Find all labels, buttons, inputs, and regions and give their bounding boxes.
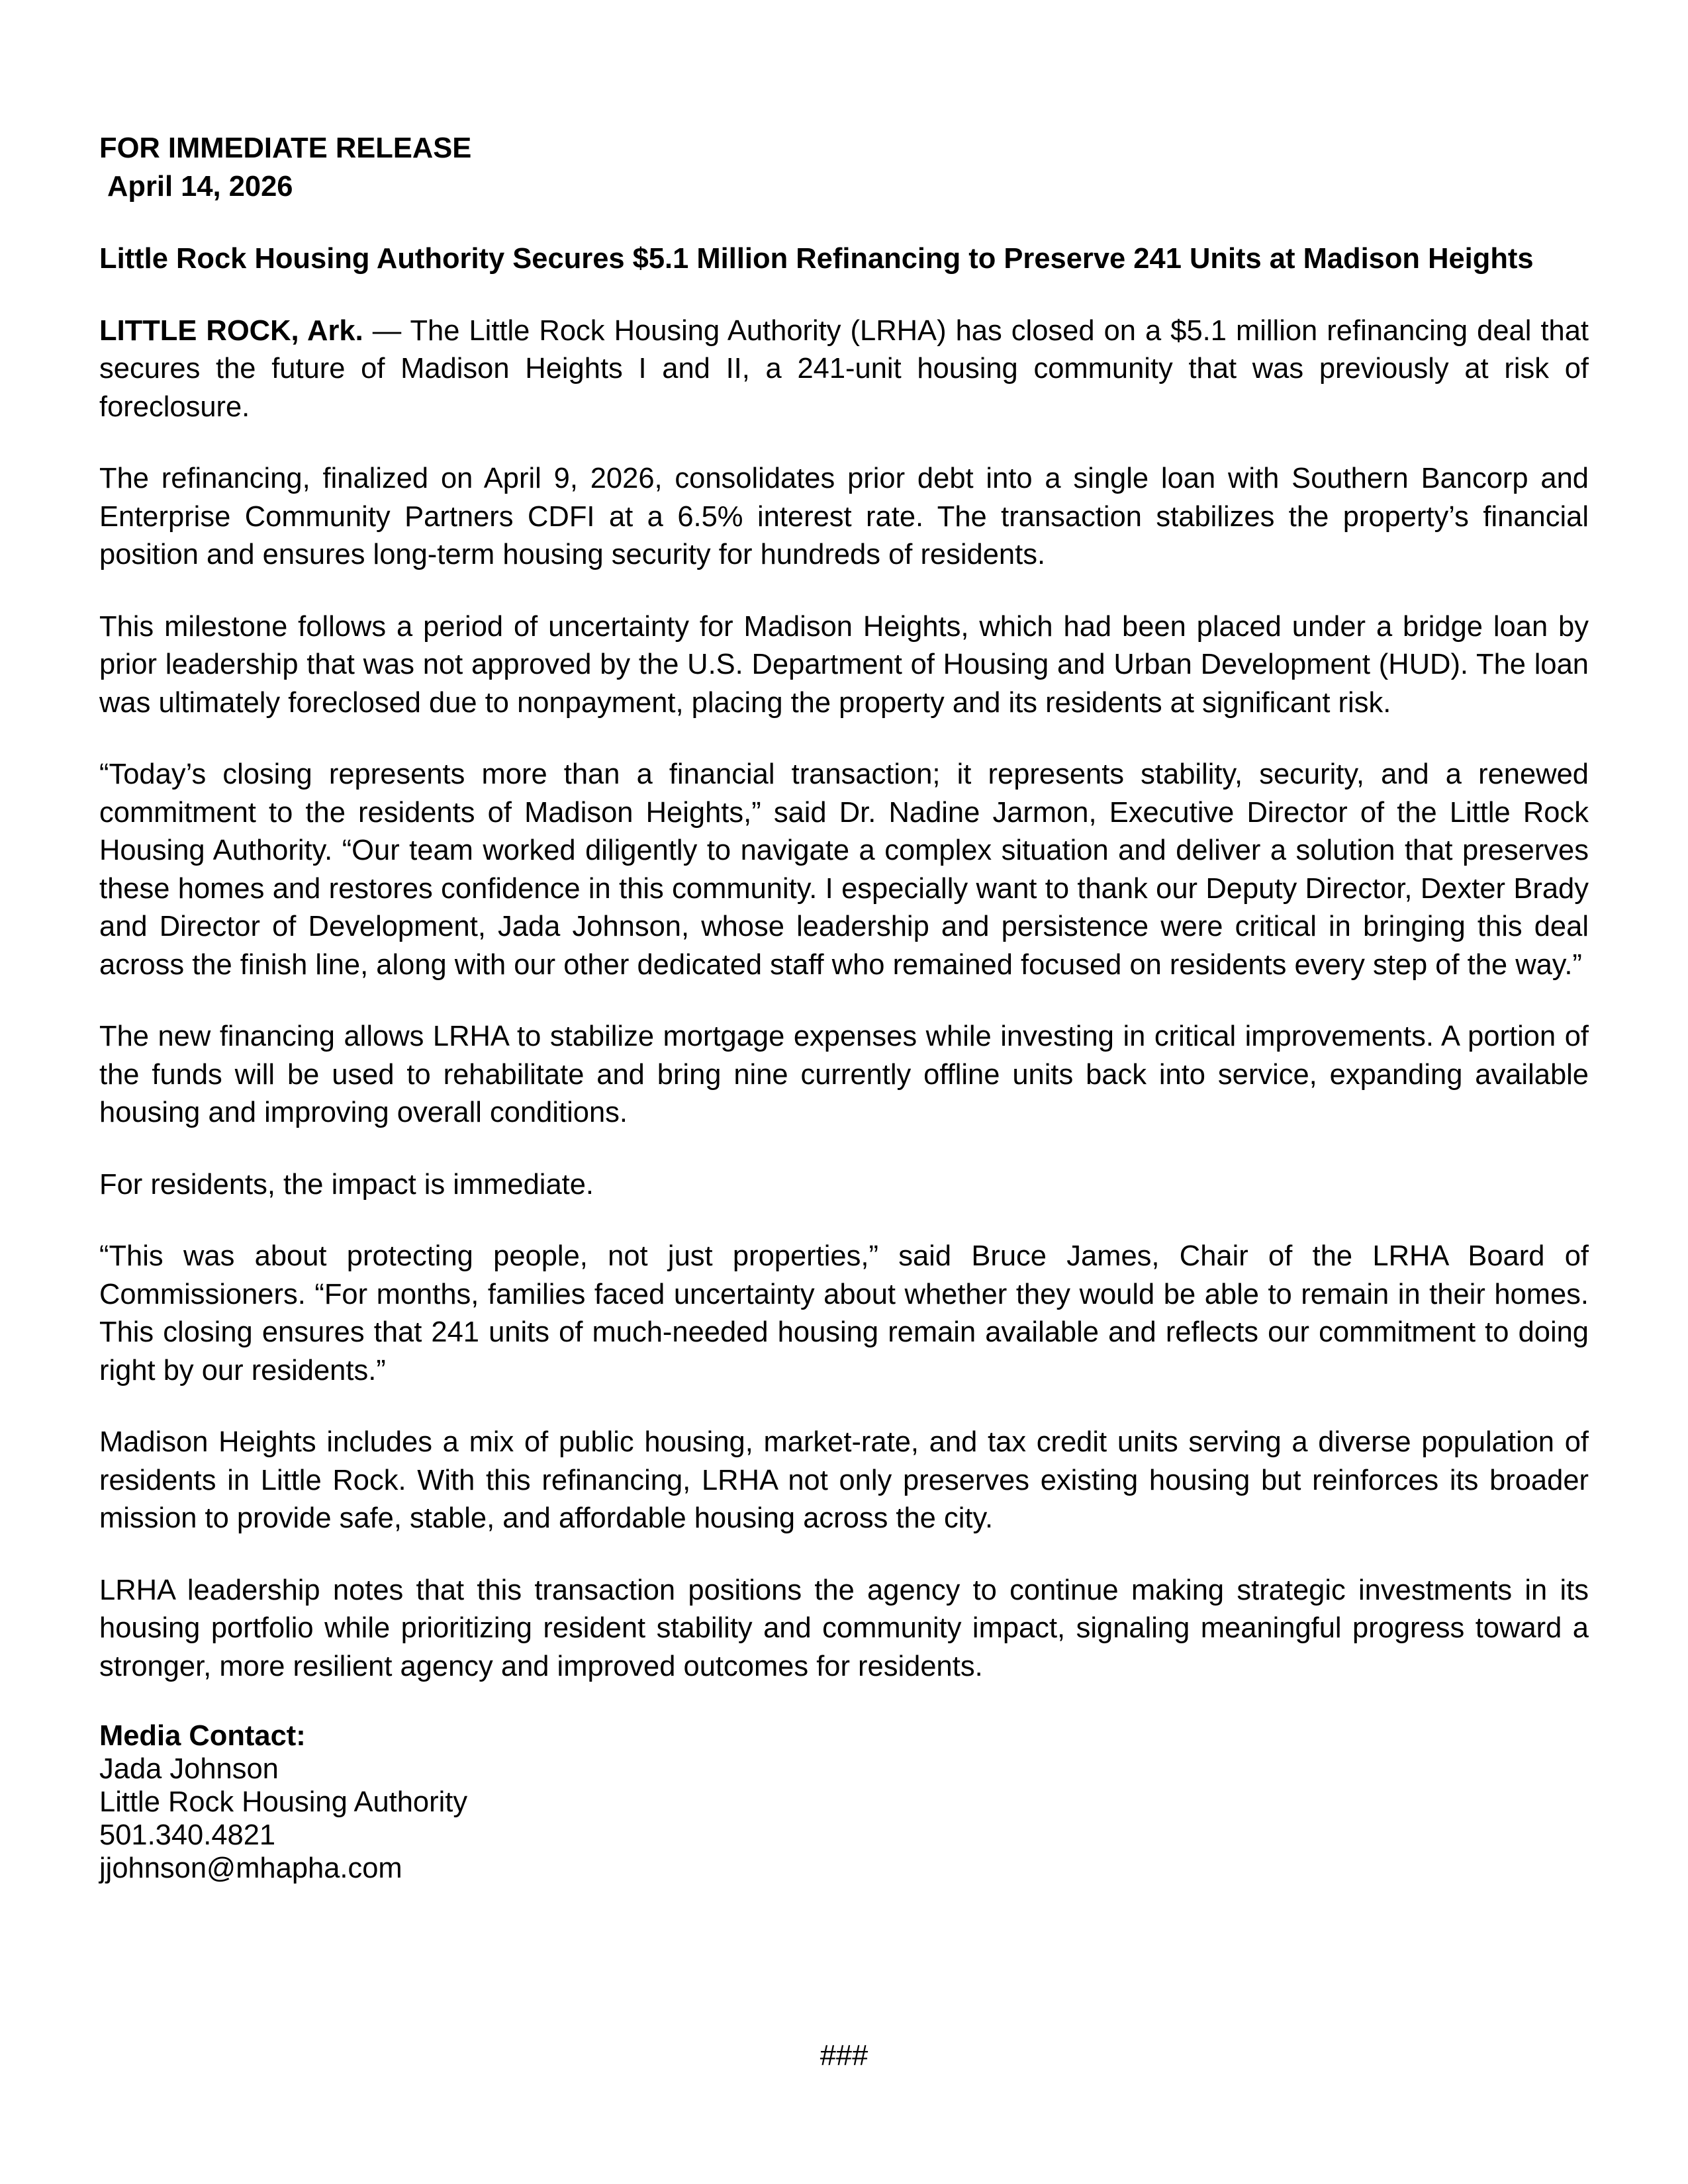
paragraph-lead-text: — The Little Rock Housing Authority (LRHA) has closed on a $5.1 million refinancing deal that secures the future of Madison Heights I and II, a 241-unit housing community that was previously at risk of foreclosure. (99, 314, 1589, 423)
release-label: FOR IMMEDIATE RELEASE (99, 132, 472, 164)
media-contact-organization: Little Rock Housing Authority (99, 1786, 468, 1818)
paragraph-executive-director-quote: “Today’s closing represents more than a financial transaction; it represents stability, security, and a renewed commitment to the residents of Madison Heights,” said Dr. Nadine Jarmon, Executive Director of the Little Rock Housing Authority. “Our team worked diligently to navigate a complex situation and deliver a solution that preserves these homes and restores confidence in this community. I especially want to thank our Deputy Director, Dexter Brady and Director of Development, Jada Johnson, whose leadership and persistence were critical in bringing this deal across the finish line, along with our other dedicated staff who remained focused on residents every step of the way.” (99, 758, 1589, 981)
media-contact-title: Media Contact: (99, 1720, 306, 1752)
paragraph-property-mix: Madison Heights includes a mix of public housing, market-rate, and tax credit units serving a diverse population of residents in Little Rock. With this refinancing, LRHA not only preserves existing housing but reinforces its broader mission to provide safe, stable, and affordable housing across the city. (99, 1426, 1589, 1534)
paragraph-board-chair-quote: “This was about protecting people, not just properties,” said Bruce James, Chair of the LRHA Board of Commissioners. “For months, families faced uncertainty about whether they would be able to remain in their homes. This closing ensures that 241 units of much-needed housing remain available and reflects our commitment to doing right by our residents.” (99, 1240, 1589, 1387)
paragraph-resident-impact: For residents, the impact is immediate. (99, 1168, 594, 1201)
media-contact-block (99, 1719, 1589, 1885)
end-of-release-mark: ### (820, 2040, 868, 2071)
paragraph-background: This milestone follows a period of uncertainty for Madison Heights, which had been placed under a bridge loan by prior leadership that was not approved by the U.S. Department of Housing and Urban Development (HUD). The loan was ultimately foreclosed due to nonpayment, placing the property and its residents at significant risk. (99, 610, 1589, 719)
dateline: LITTLE ROCK, Ark. (99, 314, 363, 347)
press-release-page (99, 130, 1589, 1885)
paragraph-lead (99, 312, 1589, 427)
media-contact-email: jjohnson@mhapha.com (99, 1852, 402, 1884)
paragraph-improvements: The new financing allows LRHA to stabilize mortgage expenses while investing in critical improvements. A portion of the funds will be used to rehabilitate and bring nine currently offline units back into service, expanding available housing and improving overall conditions. (99, 1021, 1589, 1128)
headline: Little Rock Housing Authority Secures $5.1 Million Refinancing to Preserve 241 Units at Madison Heights (99, 243, 1534, 275)
media-contact-name: Jada Johnson (99, 1753, 279, 1785)
release-date: April 14, 2026 (107, 170, 293, 203)
paragraph-leadership-outlook: LRHA leadership notes that this transaction positions the agency to continue making strategic investments in its housing portfolio while prioritizing resident stability and community impact, signaling meaningful progress toward a stronger, more resilient agency and improved outcomes for residents. (99, 1574, 1589, 1682)
paragraph-refinancing-details: The refinancing, finalized on April 9, 2026, consolidates prior debt into a single loan with Southern Bancorp and Enterprise Community Partners CDFI at a 6.5% interest rate. The transaction stabilizes the property’s financial position and ensures long-term housing security for hundreds of residents. (99, 463, 1589, 570)
media-contact-phone: 501.340.4821 (99, 1819, 276, 1851)
